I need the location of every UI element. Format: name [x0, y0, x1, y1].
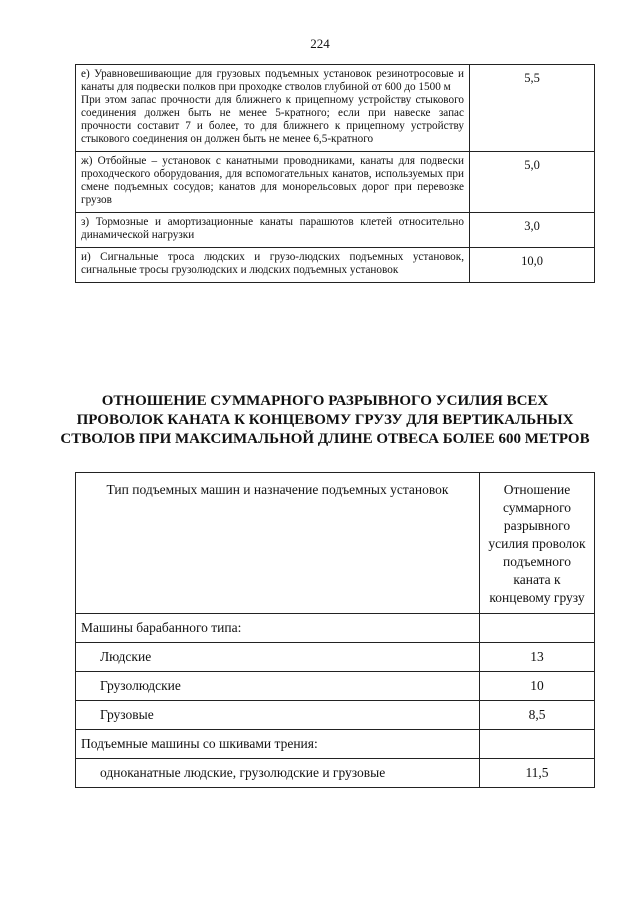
row-value: 3,0: [470, 213, 595, 248]
breaking-force-ratio-table: [75, 472, 595, 788]
table-row: [76, 759, 595, 788]
column-header-type: Тип подъемных машин и назначение подъемных установок: [76, 473, 480, 614]
table-row: [76, 65, 595, 152]
row-description: [76, 213, 470, 248]
safety-factor-table-continued: [75, 64, 595, 283]
row-label: одноканатные людские, грузолюдские и грузовые: [76, 759, 480, 788]
row-value: 13: [480, 643, 595, 672]
table-header-row: [76, 473, 595, 614]
row-paragraph: з) Тормозные и амортизационные канаты парашютов клетей относительно динамической нагрузки: [81, 216, 464, 241]
table-row: [76, 213, 595, 248]
row-label: Грузолюдские: [76, 672, 480, 701]
row-description: [76, 65, 470, 152]
column-header-ratio: Отношение суммарного разрывного усилия проволок подъемного каната к концевому грузу: [480, 473, 595, 614]
row-group-label: Подъемные машины со шкивами трения:: [76, 730, 480, 759]
row-label: Людские: [76, 643, 480, 672]
row-description: [76, 248, 470, 283]
row-description: [76, 152, 470, 213]
row-group-label: Машины барабанного типа:: [76, 614, 480, 643]
table-row: [76, 643, 595, 672]
row-paragraph: При этом запас прочности для ближнего к прицепному устройству стыкового соединения должен быть не менее 5-кратного; если при навеске запас прочности составит 7 и более, то для ближнего к прицепному устройству стыкового соединения он должен быть не менее 6,5-кратного: [81, 94, 464, 145]
table-row: [76, 672, 595, 701]
table-row: [76, 701, 595, 730]
row-value: [480, 730, 595, 759]
row-value: 11,5: [480, 759, 595, 788]
row-paragraph: и) Сигнальные троса людских и грузо-людских подъемных установок, сигнальные тросы грузолюдских и людских подъемных установок: [81, 251, 464, 276]
row-label: Грузовые: [76, 701, 480, 730]
row-value: 8,5: [480, 701, 595, 730]
table-row: [76, 614, 595, 643]
row-value: 5,5: [470, 65, 595, 152]
row-value: [480, 614, 595, 643]
section-heading: ОТНОШЕНИЕ СУММАРНОГО РАЗРЫВНОГО УСИЛИЯ ВСЕХ ПРОВОЛОК КАНАТА К КОНЦЕВОМУ ГРУЗУ ДЛЯ ВЕРТИКАЛЬНЫХ СТВОЛОВ ПРИ МАКСИМАЛЬНОЙ ДЛИНЕ ОТВЕСА БОЛЕЕ 600 МЕТРОВ: [60, 393, 590, 447]
table-row: [76, 248, 595, 283]
row-value: 10,0: [470, 248, 595, 283]
row-paragraph: ж) Отбойные – установок с канатными проводниками, канаты для подвески проходческого оборудования, для вспомогательных канатов, используемых при смене подъемных сосудов; канатов для монорельсовых дорог при перевозке грузов: [81, 155, 464, 206]
table-row: [76, 730, 595, 759]
row-value: 5,0: [470, 152, 595, 213]
table-row: [76, 152, 595, 213]
row-paragraph: е) Уравновешивающие для грузовых подъемных установок резинотросовые и канаты для подвески полков при проходке стволов глубиной от 600 до 1500 м: [81, 68, 464, 93]
row-value: 10: [480, 672, 595, 701]
page-number: 224: [310, 36, 330, 51]
